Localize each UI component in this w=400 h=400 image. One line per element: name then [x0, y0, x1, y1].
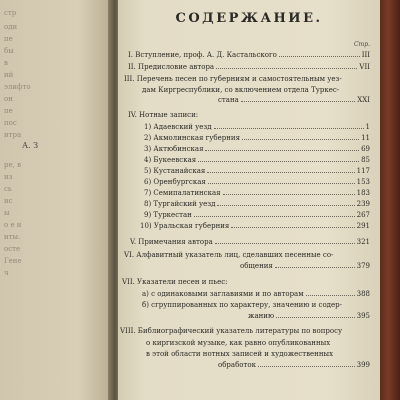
toc-entry: V. Примечания автора 321	[130, 238, 370, 246]
left-page	[0, 0, 112, 400]
left-fragment: итра	[4, 131, 22, 139]
toc-subentry: 10) Уральская губерния 291	[140, 222, 370, 230]
left-fragment: пе	[4, 35, 13, 43]
toc-entry-continued: о киргизской музыке, как равно опубликованных	[146, 339, 331, 347]
toc-subentry: 2) Акмолинская губерния 11	[144, 134, 370, 142]
left-fragment: ис	[4, 197, 13, 205]
left-page-marker: А. З	[22, 141, 39, 150]
toc-entry: I. Вступление, проф. А. Д. Кастальского III	[128, 51, 370, 59]
contents-page	[118, 0, 380, 400]
left-fragment: он	[4, 95, 13, 103]
toc-subentry: 1) Адаевский уезд 1	[144, 123, 370, 131]
left-fragment: Гене	[4, 257, 22, 265]
toc-subentry: 8) Тургайский уезд 239	[144, 200, 370, 208]
left-fragment: ч	[4, 269, 9, 277]
left-fragment: оди	[4, 23, 18, 31]
left-fragment: о е и	[4, 221, 22, 229]
toc-subentry: 5) Кустанайская 117	[144, 167, 370, 175]
toc-entry-continued: в этой области нотных записей и художественных	[146, 350, 334, 358]
left-fragment: сь	[4, 185, 12, 193]
page-column-label: Стр.	[353, 41, 370, 48]
toc-entry-continued: дам Киргреспублики, со включением отдела Туркес-	[142, 86, 340, 94]
toc-subentry: 9) Туркестан 267	[144, 211, 370, 219]
left-fragment: ре, в	[4, 161, 22, 169]
toc-entry-continued: общения 379	[240, 262, 370, 270]
left-fragment: элифто	[4, 83, 31, 91]
left-fragment: в	[4, 59, 8, 67]
toc-entry: IV. Нотные записи:	[128, 111, 199, 119]
toc-entry: III. Перечень песен по губерниям и самостоятельным уез-	[124, 75, 342, 83]
toc-entry: II. Предисловие автора VII	[128, 63, 370, 71]
left-fragment: пе	[4, 107, 13, 115]
left-fragment: осте	[4, 245, 21, 253]
toc-entry-continued: жанию 395	[248, 312, 370, 320]
toc-entry: VII. Указатели песен и пьес:	[122, 278, 228, 286]
toc-subentry: 6) Оренбургская 153	[144, 178, 370, 186]
toc-subentry: 4) Букеевская 85	[144, 156, 370, 164]
toc-entry: VIII. Библиографический указатель литературы по вопросу	[120, 327, 343, 335]
left-fragment: ий	[4, 71, 14, 79]
toc-entry-continued: обработок 399	[218, 361, 370, 369]
toc-entry: VI. Алфавитный указатель лиц, сделавших песенные со-	[124, 251, 334, 259]
page-title: СОДЕРЖАНИЕ.	[175, 11, 323, 26]
left-fragment: пос	[4, 119, 17, 127]
toc-subentry: 7) Семипалатинская 183	[144, 189, 370, 197]
left-fragment: иты.	[4, 233, 21, 241]
left-fragment: бы	[4, 47, 14, 55]
left-fragment: стр	[4, 9, 17, 17]
left-fragment: из	[4, 173, 13, 181]
left-fragment: ы	[4, 209, 10, 217]
toc-subentry: б) сгруппированных по характеру, значению и содер-	[142, 301, 342, 309]
toc-subentry: а) с одинаковыми заглавиями и по авторам 388	[142, 290, 370, 298]
toc-entry-continued: стана XXI	[218, 96, 370, 104]
book-cover-edge	[380, 0, 400, 400]
toc-subentry: 3) Актюбинская 69	[144, 145, 370, 153]
